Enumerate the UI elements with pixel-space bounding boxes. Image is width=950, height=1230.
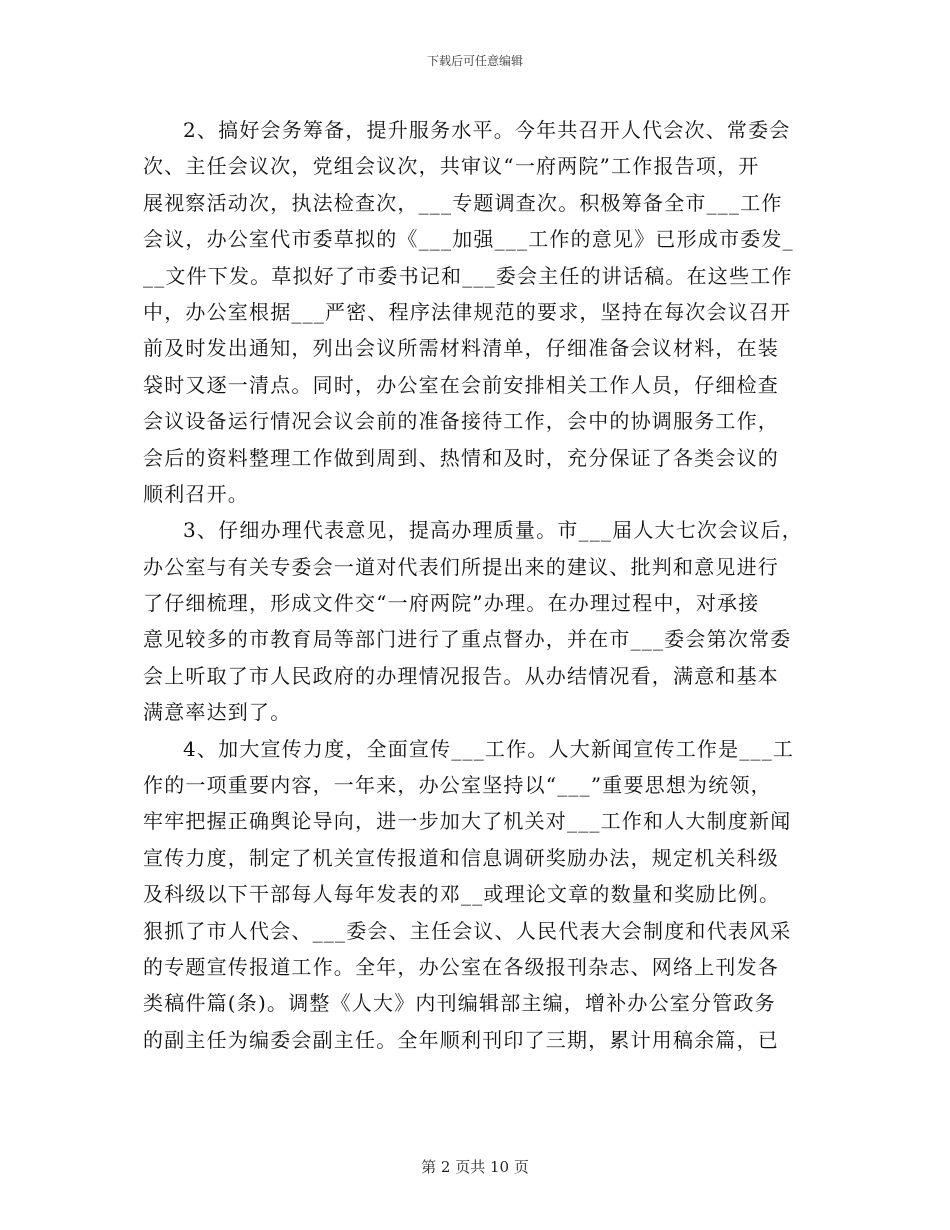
- text-line: 前及时发出通知，列出会议所需材料清单，仔细准备会议材料，在装: [143, 336, 779, 361]
- text-line: 狠抓了市人代会、___委会、主任会议、人民代表大会制度和代表风采: [143, 918, 792, 943]
- text-line: 满意率达到了。: [143, 700, 292, 725]
- text-line: 了仔细梳理，形成文件交“一府两院”办理。在办理过程中，对承接: [143, 591, 760, 616]
- page-footer: 第 2 页共 10 页: [421, 1158, 529, 1176]
- text-line: 中，办公室根据___严密、程序法律规范的要求，坚持在每次会议召开: [143, 299, 792, 324]
- text-line: 的专题宣传报道工作。全年，办公室在各级报刊杂志、网络上刊发各: [143, 954, 779, 979]
- text-line: 牢牢把握正确舆论导向，进一步加大了机关对___工作和人大制度新闻: [143, 809, 792, 834]
- document-body: [143, 112, 807, 1058]
- text-line: 3、仔细办理代表意见，提高办理质量。市___届人大七次会议后，: [183, 518, 803, 543]
- text-line: 2、搞好会务筹备，提升服务水平。今年共召开人代会次、常委会: [183, 118, 791, 142]
- text-line: 意见较多的市教育局等部门进行了重点督办，并在市___委会第次常委: [143, 627, 792, 652]
- text-line: __文件下发。草拟好了市委书记和___委会主任的讲话稿。在这些工作: [143, 263, 793, 288]
- text-line: 会议，办公室代市委草拟的《___加强___工作的意见》已形成市委发_: [143, 227, 794, 252]
- text-line: 4、加大宣传力度，全面宣传___工作。人大新闻宣传工作是___工: [183, 736, 795, 761]
- text-line: 袋时又逐一清点。同时，办公室在会前安排相关工作人员，仔细检查: [143, 372, 779, 397]
- text-line: 顺利召开。: [143, 481, 249, 506]
- page-header: 下载后可任意编辑: [426, 54, 523, 68]
- text-line: 作的一项重要内容，一年来，办公室坚持以“___”重要思想为统领，: [143, 773, 772, 798]
- text-line: 及科级以下干部每人每年发表的邓__或理论文章的数量和奖励比例。: [143, 882, 781, 907]
- text-line: 会议设备运行情况会议会前的准备接待工作，会中的协调服务工作，: [143, 409, 779, 434]
- text-line: 展视察活动次，执法检查次，___专题调查次。积极筹备全市___工作: [143, 190, 783, 215]
- text-line: 会后的资料整理工作做到周到、热情和及时，充分保证了各类会议的: [143, 445, 779, 470]
- text-line: 宣传力度，制定了机关宣传报道和信息调研奖励办法，规定机关科级: [143, 845, 779, 870]
- text-line: 类稿件篇(条)。调整《人大》内刊编辑部主编，增补办公室分管政务: [143, 991, 776, 1016]
- text-line: 办公室与有关专委会一道对代表们所提出来的建议、批判和意见进行: [143, 554, 779, 579]
- text-line: 会上听取了市人民政府的办理情况报告。从办结情况看，满意和基本: [143, 663, 779, 688]
- text-line: 的副主任为编委会副主任。全年顺利刊印了三期，累计用稿余篇，已: [143, 1027, 779, 1052]
- text-line: 次、主任会议次，党组会议次，共审议“一府两院”工作报告项，开: [143, 154, 760, 179]
